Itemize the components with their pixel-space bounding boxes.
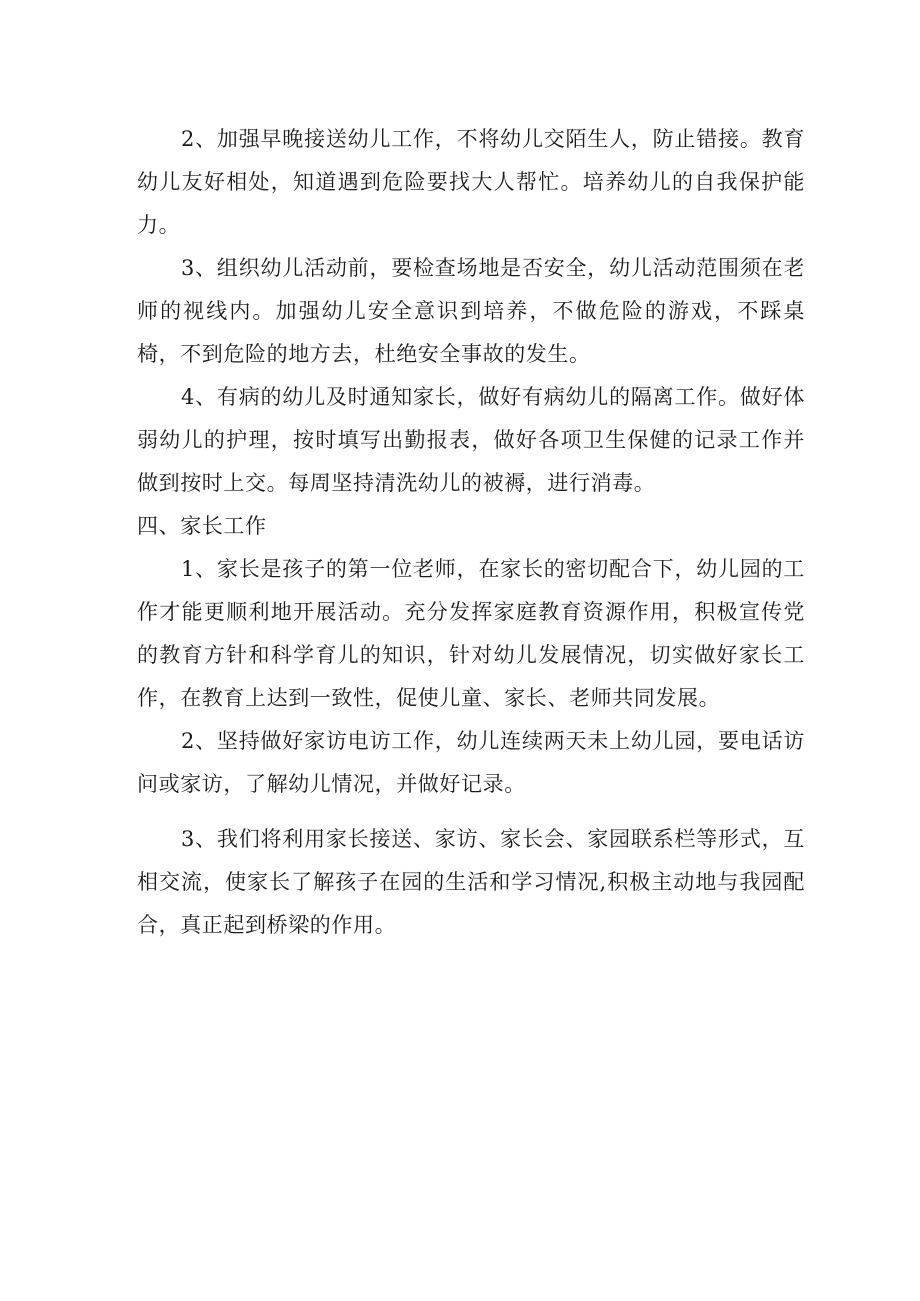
paragraph-pickup-safety: 2、加强早晚接送幼儿工作，不将幼儿交陌生人，防止错接。教育幼儿友好相处，知道遇到危险要找大人帮忙。培养幼儿的自我保护能力。 (137, 127, 805, 237)
paragraph-home-visits: 2、坚持做好家访电访工作，幼儿连续两天未上幼儿园，要电话访问或家访，了解幼儿情况，并做好记录。 (137, 729, 805, 796)
paragraph-parent-cooperation: 1、家长是孩子的第一位老师，在家长的密切配合下，幼儿园的工作才能更顺利地开展活动。充分发挥家庭教育资源作用，积极宣传党的教育方针和科学育儿的知识，针对幼儿发展情况，切实做好家长工作，在教育上达到一致性，促使儿童、家长、老师共同发展。 (137, 557, 805, 710)
document-body (137, 118, 805, 947)
paragraph-activity-safety: 3、组织幼儿活动前，要检查场地是否安全，幼儿活动范围须在老师的视线内。加强幼儿安全意识到培养，不做危险的游戏，不踩桌椅，不到危险的地方去，杜绝安全事故的发生。 (137, 256, 805, 366)
paragraph-communication-forms: 3、我们将利用家长接送、家访、家长会、家园联系栏等形式，互相交流，使家长了解孩子在园的生活和学习情况,积极主动地与我园配合，真正起到桥梁的作用。 (137, 827, 805, 937)
paragraph-health-care: 4、有病的幼儿及时通知家长，做好有病幼儿的隔离工作。做好体弱幼儿的护理，按时填写出勤报表，做好各项卫生保健的记录工作并做到按时上交。每周坚持清洗幼儿的被褥，进行消毒。 (137, 385, 805, 495)
section-heading-parent-work: 四、家长工作 (137, 514, 267, 538)
